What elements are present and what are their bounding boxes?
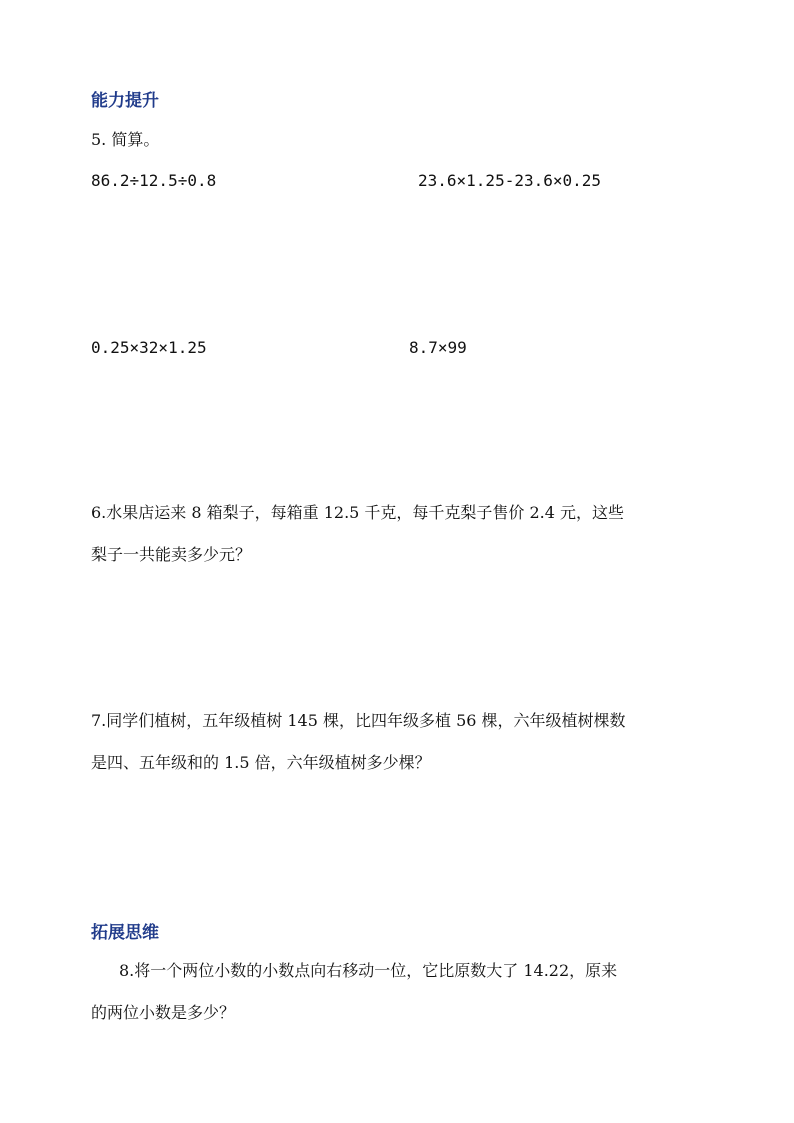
expression-1: 86.2÷12.5÷0.8 <box>91 171 217 190</box>
question-8-line-2: 的两位小数是多少？ <box>91 1003 236 1022</box>
expression-4: 8.7×99 <box>409 338 467 357</box>
section-title-extension: 拓展思维 <box>91 923 159 943</box>
question-6-line-2: 梨子一共能卖多少元？ <box>91 545 252 564</box>
expression-3: 0.25×32×1.25 <box>91 338 207 357</box>
question-8-line-1: 8.将一个两位小数的小数点向右移动一位，它比原数大了 14.22，原来 <box>119 961 618 980</box>
question-5-heading: 5. 简算。 <box>91 130 160 149</box>
question-6-line-1: 6.水果店运来 8 箱梨子，每箱重 12.5 千克，每千克梨子售价 2.4 元，这些 <box>91 503 625 522</box>
expression-2: 23.6×1.25-23.6×0.25 <box>418 171 602 190</box>
section-title-ability: 能力提升 <box>91 91 159 111</box>
question-7-line-1: 7.同学们植树，五年级植树 145 棵，比四年级多植 56 棵，六年级植树棵数 <box>91 711 626 730</box>
question-7-line-2: 是四、五年级和的 1.5 倍，六年级植树多少棵？ <box>91 753 431 772</box>
